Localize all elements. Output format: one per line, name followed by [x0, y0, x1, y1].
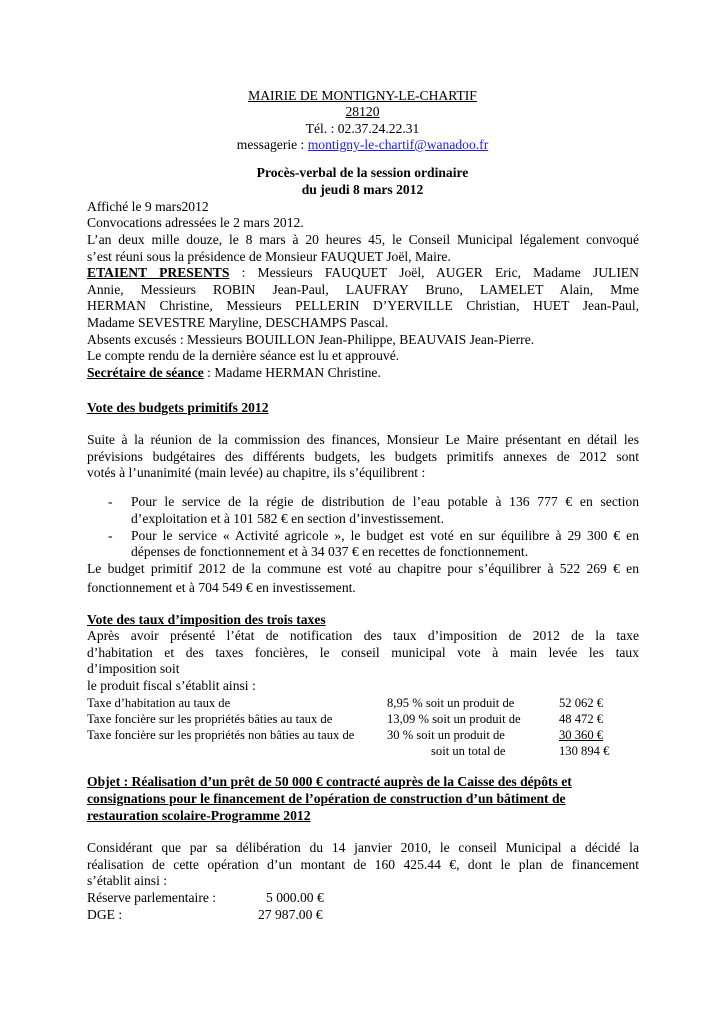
budget-agricole-line1: Pour le service « Activité agricole », le budget est voté en sur équilibre à 29 300 € en	[131, 528, 639, 543]
presents-line1	[87, 265, 639, 281]
financement-amount: 27 987.00 €	[258, 907, 323, 922]
convocations-date: Convocations adressées le 2 mars 2012.	[87, 215, 304, 230]
presents-text: : Messieurs FAUQUET Joël, AUGER Eric, Madame JULIEN	[229, 265, 639, 280]
taux-para-line2: d’habitation et des taxes foncières, le conseil municipal vote à main levée les taux	[87, 645, 639, 660]
secretaire-label: Secrétaire de séance	[87, 365, 204, 380]
session-opening-line2: s’est réuni sous la présidence de Monsieur FAUQUET Joël, Maire.	[87, 249, 451, 264]
email-link[interactable]: montigny-le-chartif@wanadoo.fr	[307, 137, 489, 152]
objet-para-line3: s’établit ainsi :	[87, 873, 168, 888]
doc-title-line1: Procès-verbal de la session ordinaire	[256, 165, 469, 180]
absents-excuses: Absents excusés : Messieurs BOUILLON Jean-Philippe, BEAUVAIS Jean-Pierre.	[87, 332, 535, 347]
tax-total-amount: 130 894 €	[559, 744, 610, 758]
budgets-para1-line3: votés à l’unanimité (main levée) au chapitre, ils s’équilibrent :	[87, 465, 426, 480]
budget-eau-line2: d’exploitation et à 101 582 € en section d’investissement.	[131, 511, 444, 526]
budgets-para1-line2: prévisions budgétaires des différents budgets, les budgets primitifs annexes de 2012 sont	[87, 449, 639, 464]
taux-para-line3: d’imposition soit	[87, 661, 180, 676]
tax-row-amount: 52 062 €	[559, 696, 604, 710]
presents-label: ETAIENT PRESENTS	[87, 265, 230, 280]
tax-row-amount: 48 472 €	[559, 712, 604, 726]
budget-commune-line1: Le budget primitif 2012 de la commune est voté au chapitre pour s’équilibrer à 522 269 € en	[87, 561, 639, 576]
bullet-dash: -	[108, 528, 113, 543]
bullet-dash: -	[108, 494, 113, 509]
financement-label: DGE :	[87, 907, 123, 922]
taux-para-line1: Après avoir présenté l’état de notification des taux d’imposition de 2012 de la taxe	[87, 628, 639, 643]
budgets-para1-line1: Suite à la réunion de la commission des finances, Monsieur Le Maire présentant en détail les	[87, 432, 639, 447]
tax-row-rate: 13,09 % soit un produit de	[387, 712, 521, 726]
tax-row-label: Taxe foncière sur les propriétés bâties au taux de	[87, 712, 333, 726]
postcode: 28120	[345, 104, 380, 119]
telephone: Tél. : 02.37.24.22.31	[305, 121, 420, 136]
email-line	[0, 137, 725, 153]
presents-line2: Annie, Messieurs ROBIN Jean-Paul, LAUFRAY Bruno, LAMELET Alain, Mme	[87, 282, 639, 297]
doc-title-line2: du jeudi 8 mars 2012	[301, 182, 424, 197]
objet-para-line2: réalisation de cette opération d’un montant de 160 425.44 €, dont le plan de financement	[87, 857, 639, 872]
tax-total-label: soit un total de	[431, 744, 506, 758]
budget-agricole-line2: dépenses de fonctionnement et à 34 037 € en recettes de fonctionnement.	[131, 544, 529, 559]
taux-para-line4: le produit fiscal s’établit ainsi :	[87, 678, 256, 693]
taux-heading: Vote des taux d’imposition des trois taxes	[87, 612, 326, 627]
budgets-heading: Vote des budgets primitifs 2012	[87, 400, 269, 415]
tax-row-rate: 30 % soit un produit de	[387, 728, 505, 742]
session-opening-line1: L’an deux mille douze, le 8 mars à 20 heures 45, le Conseil Municipal légalement convoqué	[87, 232, 639, 247]
compte-rendu: Le compte rendu de la dernière séance est lu et approuvé.	[87, 348, 400, 363]
tax-row-label: Taxe foncière sur les propriétés non bâties au taux de	[87, 728, 355, 742]
financement-amount: 5 000.00 €	[266, 890, 324, 905]
secretaire-line	[87, 365, 639, 381]
objet-heading-line2: consignations pour le financement de l’opération de construction d’un bâtiment de	[87, 791, 566, 806]
financement-label: Réserve parlementaire :	[87, 890, 217, 905]
objet-heading-line3: restauration scolaire-Programme 2012	[87, 808, 311, 823]
budget-commune-line2: fonctionnement et à 704 549 € en investissement.	[87, 580, 356, 595]
secretaire-name: : Madame HERMAN Christine.	[203, 365, 381, 380]
objet-para-line1: Considérant que par sa délibération du 14 janvier 2010, le conseil Municipal a décidé la	[87, 840, 639, 855]
objet-heading-line1: Objet : Réalisation d’un prêt de 50 000 € contracté auprès de la Caisse des dépôts et	[87, 774, 572, 789]
email-label: messagerie :	[236, 137, 308, 152]
affiche-date: Affiché le 9 mars2012	[87, 199, 209, 214]
mairie-name: MAIRIE DE MONTIGNY-LE-CHARTIF	[248, 88, 477, 103]
tax-row-label: Taxe d’habitation au taux de	[87, 696, 231, 710]
presents-line4: Madame SEVESTRE Maryline, DESCHAMPS Pascal.	[87, 315, 389, 330]
tax-row-rate: 8,95 % soit un produit de	[387, 696, 515, 710]
presents-line3: HERMAN Christine, Messieurs PELLERIN D’YERVILLE Christian, HUET Jean-Paul,	[87, 298, 639, 313]
tax-row-amount: 30 360 €	[559, 728, 604, 742]
budget-eau-line1: Pour le service de la régie de distribution de l’eau potable à 136 777 € en section	[131, 494, 639, 509]
